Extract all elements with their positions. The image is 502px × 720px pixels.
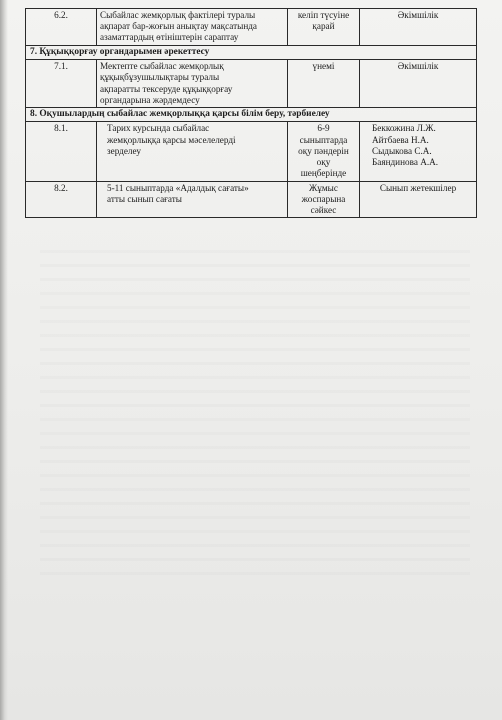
activity-line: 5-11 сыныптарда «Адалдық сағаты» — [107, 182, 249, 193]
bleed-through-texture — [40, 250, 470, 580]
deadline-cell — [288, 60, 360, 108]
responsible-line: Беккожина Л.Ж. — [372, 123, 436, 134]
deadline-line: 6-9 — [317, 123, 330, 134]
activity-line: атты сынып сағаты — [107, 193, 182, 204]
deadline-line: сәйкес — [310, 205, 337, 215]
deadline-line: шеңберінде — [300, 168, 347, 179]
activity-line: жемқорлыққа қарсы мәселелерді — [107, 134, 236, 145]
row-number: 6.2. — [26, 9, 97, 46]
activity-line: Сыбайлас жемқорлық фактілері туралы — [100, 10, 256, 20]
section-heading-row — [26, 45, 477, 59]
page-edge-shadow — [0, 0, 8, 720]
deadline-line: оқу пәндерін — [298, 145, 349, 156]
responsible-line: Сыдыкова С.А. — [372, 145, 432, 156]
table-row — [26, 60, 477, 108]
activity-line: зерделеу — [107, 145, 141, 156]
deadline-line: келіп түсуіне — [297, 10, 350, 20]
deadline-cell — [288, 9, 360, 46]
deadline-line: оқу — [316, 157, 331, 168]
responsible-cell — [360, 60, 477, 108]
deadline-line: Жұмыс — [309, 182, 338, 193]
responsible-cell — [360, 181, 477, 218]
activity-line: Мектепте сыбайлас жемқорлық — [100, 61, 224, 72]
deadline-cell — [288, 122, 360, 181]
row-number: 8.1. — [26, 122, 97, 181]
responsible-line: Сынып жетекшілер — [379, 182, 457, 193]
responsible-line: Баяндинова А.А. — [372, 157, 439, 168]
responsible-line: Әкімшілік — [397, 61, 439, 72]
section-heading-row — [26, 108, 477, 122]
row-number: 7.1. — [26, 60, 97, 108]
activity-line: азаматтардың өтініштерін сараптау — [100, 32, 239, 43]
activity-line: ақпарат бар-жоғын анықтау мақсатында — [100, 21, 257, 32]
action-plan-table — [25, 8, 477, 218]
responsible-cell — [360, 122, 477, 181]
activity-cell — [97, 122, 288, 181]
deadline-line: сыныптарда — [299, 134, 348, 145]
section-heading: 8. Оқушылардың сыбайлас жемқорлыққа қарсы білім беру, тәрбиелеу — [26, 108, 477, 122]
activity-line: ақпаратты тексеруде құқыққорғау — [100, 83, 233, 94]
table-row — [26, 9, 477, 46]
deadline-line: қарай — [312, 21, 335, 32]
activity-line: органдарына жәрдемдесу — [100, 94, 200, 105]
row-number: 8.2. — [26, 181, 97, 218]
responsible-line: Айтбаева Н.А. — [372, 134, 429, 145]
responsible-cell — [360, 9, 477, 46]
table-row — [26, 181, 477, 218]
activity-cell — [97, 60, 288, 108]
deadline-line: жоспарына — [301, 193, 346, 204]
responsible-line: Әкімшілік — [397, 10, 439, 20]
activity-cell — [97, 9, 288, 46]
table-row — [26, 122, 477, 181]
activity-line: құқықбұзушылықтары туралы — [100, 72, 220, 83]
deadline-line: үнемі — [312, 61, 335, 72]
activity-line: Тарих курсында сыбайлас — [107, 123, 210, 134]
activity-cell — [97, 181, 288, 218]
section-heading: 7. Құқыққорғау органдарымен әрекеттесу — [26, 45, 477, 59]
deadline-cell — [288, 181, 360, 218]
